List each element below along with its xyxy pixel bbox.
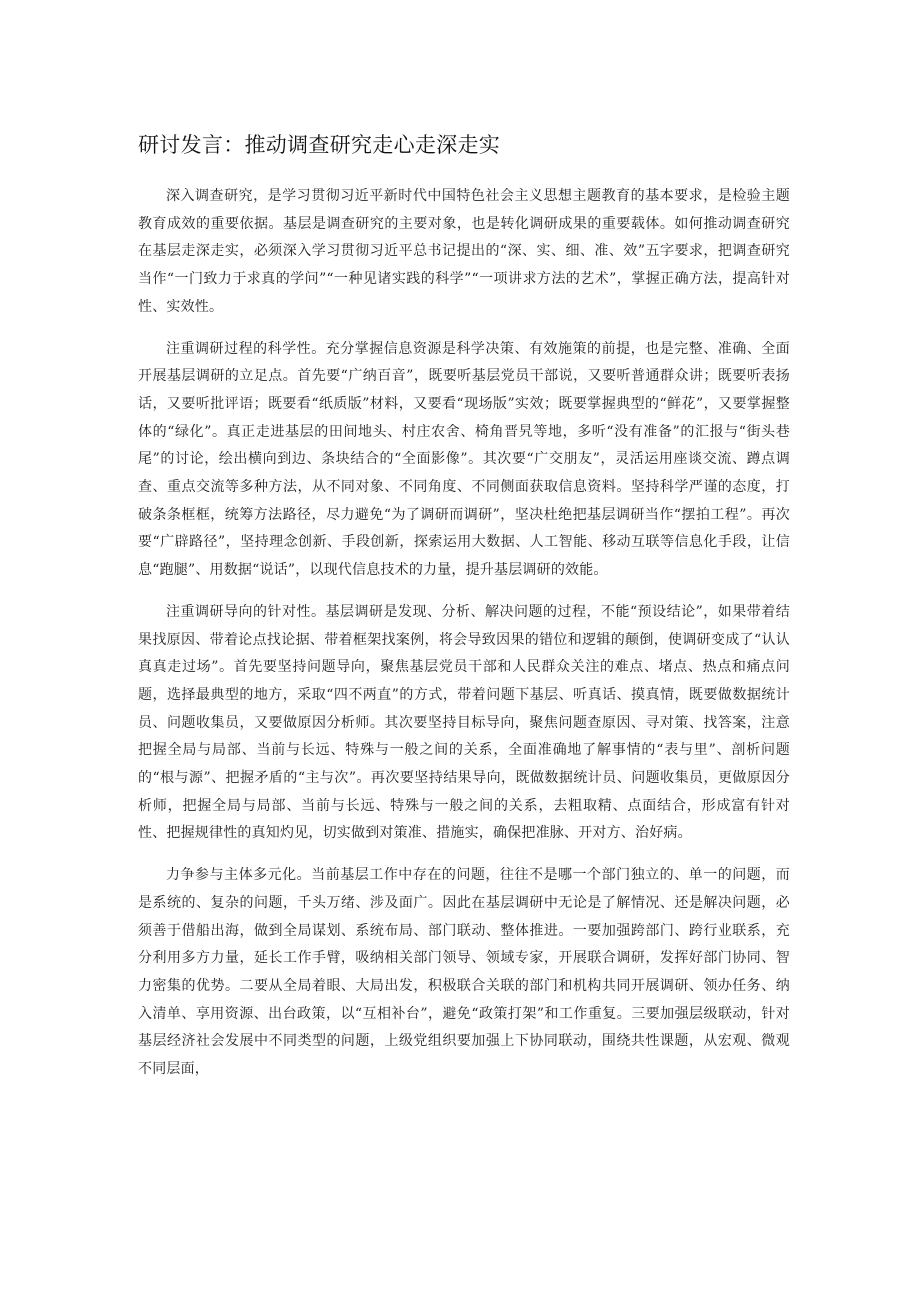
paragraph-diverse-participants: 力争参与主体多元化。当前基层工作中存在的问题，往往不是哪一个部门独立的、单一的问题，而是系统的、复杂的问题，千头万绪、涉及面广。因此在基层调研中无论是了解情况、还是解决问题，必须善于借船出海，做到全局谋划、系统布局、部门联动、整体推进。一要加强跨部门、跨行业联系，充分利用多方力量，延长工作手臂，吸纳相关部门领导、领域专家，开展联合调研，发挥好部门协同、智力密集的优势。二要从全局着眼、大局出发，积极联合关联的部门和机构共同开展调研、领办任务、纳入清单、享用资源、出台政策，以“互相补台”，避免“政策打架”和工作重复。三要加强层级联动，针对基层经济社会发展中不同类型的问题，上级党组织要加强上下协同联动，围绕共性课题，从宏观、微观不同层面， [138,867,790,1078]
document-body [138,183,790,1098]
paragraph-intro: 深入调查研究，是学习贯彻习近平新时代中国特色社会主义思想主题教育的基本要求，是检验主题教育成效的重要依据。基层是调查研究的主要对象，也是转化调研成果的重要载体。如何推动调查研究在基层走深走实，必须深入学习贯彻习近平总书记提出的“深、实、细、准、效”五字要求，把调查研究当作“一门致力于求真的学问”“一种见诸实践的科学”“一项讲求方法的艺术”，掌握正确方法，提高针对性、实效性。 [138,188,790,315]
document-title: 研讨发言：推动调查研究走心走深走实 [138,133,501,157]
paragraph-scientific-process: 注重调研过程的科学性。充分掌握信息资源是科学决策、有效施策的前提，也是完整、准确、全面开展基层调研的立足点。首先要“广纳百音”，既要听基层党员干部说，又要听普通群众讲；既要听表扬话，又要听批评语；既要看“纸质版”材料，又要看“现场版”实效；既要掌握典型的“鲜花”，又要掌握整体的“绿化”。真正走进基层的田间地头、村庄农舍、椅角晋旯等地，多听“没有准备”的汇报与“街头巷尾”的讨论，绘出横向到边、条块结合的“全面影像”。其次要“广交朋友”，灵活运用座谈交流、蹲点调查、重点交流等多种方法，从不同对象、不同角度、不同侧面获取信息资料。坚持科学严谨的态度，打破条条框框，统筹方法路径，尽力避免“为了调研而调研”，坚决杜绝把基层调研当作“摆拍工程”。再次要“广辟路径”，坚持理念创新、手段创新，探索运用大数据、人工智能、移动互联等信息化手段，让信息“跑腿”、用数据“说话”，以现代信息技术的力量，提升基层调研的效能。 [138,340,790,579]
paragraph-targeted-orientation: 注重调研导向的针对性。基层调研是发现、分析、解决问题的过程，不能“预设结论”，如果带着结果找原因、带着论点找论据、带着框架找案例，将会导致因果的错位和逻辑的颠倒，使调研变成了“认认真真走过场”。首先要坚持问题导向，聚焦基层党员干部和人民群众关注的难点、堵点、热点和痛点问题，选择最典型的地方，采取“四不两直”的方式，带着问题下基层、听真话、摸真情，既要做数据统计员、问题收集员，又要做原因分析师。其次要坚持目标导向，聚焦问题查原因、寻对策、找答案，注意把握全局与局部、当前与长远、特殊与一般之间的关系，全面准确地了解事情的“表与里”、剖析问题的“根与源”、把握矛盾的“主与次”。再次要坚持结果导向，既做数据统计员、问题收集员，更做原因分析师，把握全局与局部、当前与长远、特殊与一般之间的关系，去粗取精、点面结合，形成富有针对性、把握规律性的真知灼见，切实做到对策准、措施实，确保把准脉、开对方、治好病。 [138,603,790,842]
